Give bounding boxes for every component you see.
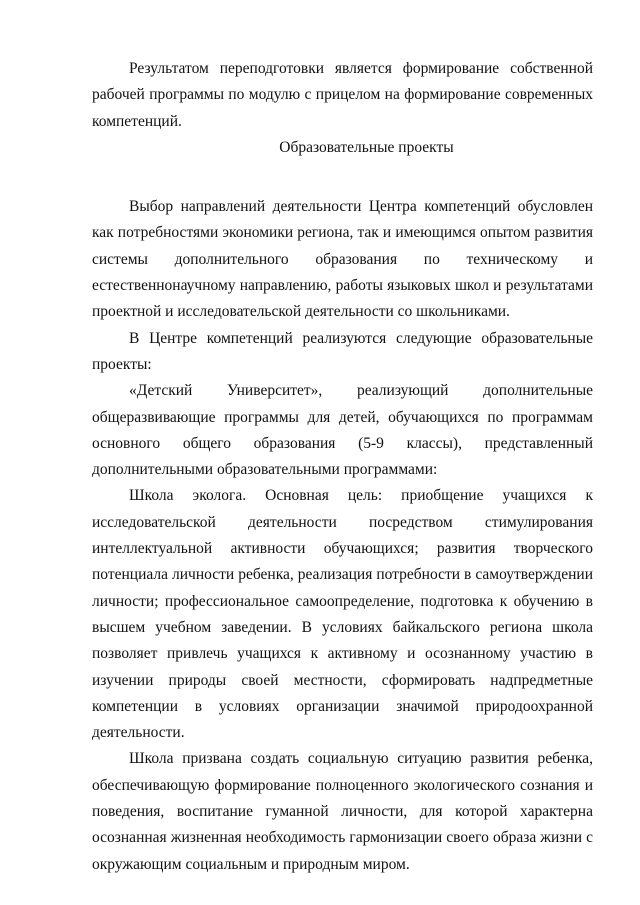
document-page (92, 56, 593, 878)
paragraph-projects-intro: В Центре компетенций реализуются следующие образовательные проекты: (92, 329, 593, 373)
paragraph-school-mission: Школа призвана создать социальную ситуацию развития ребенка, обеспечивающую формирование полноценного экологического сознания и поведения, воспитание гуманной личности, для которой характерна осознанная жизненная необходимость гармонизации своего образа жизни с окружающим социальным и природным миром. (92, 750, 593, 873)
intro-paragraph: Результатом переподготовки является формирование собственной рабочей программы по модулю с прицелом на формирование современных компетенций. (92, 60, 593, 130)
paragraph-childrens-university: «Детский Университет», реализующий дополнительные общеразвивающие программы для детей, обучающихся по программам основного общего образования (5-9 классы), представленный дополнительными образовательными программами: (92, 382, 593, 479)
paragraph-ecology-school: Школа эколога. Основная цель: приобщение учащихся к исследовательской деятельности посредством стимулирования интеллектуальной активности обучающихся; развития творческого потенциала личности ребенка, реализация потребности в самоутверждении личности; профессиональное самоопределение, подготовка к обучению в высшем учебном заведении. В условиях байкальского региона школа позволяет привлечь учащихся к активному и осознанному участию в изучении природы своей местности, сформировать надпредметные компетенции в условиях организации значимой природоохранной деятельности. (92, 487, 593, 742)
paragraph-directions: Выбор направлений деятельности Центра компетенций обусловлен как потребностями экономики региона, так и имеющимся опытом развития системы дополнительного образования по техническому и естественнонаучному направлению, работы языковых школ и результатами проектной и исследовательской деятельности со школьниками. (92, 198, 593, 321)
section-heading: Образовательные проекты (279, 138, 454, 156)
